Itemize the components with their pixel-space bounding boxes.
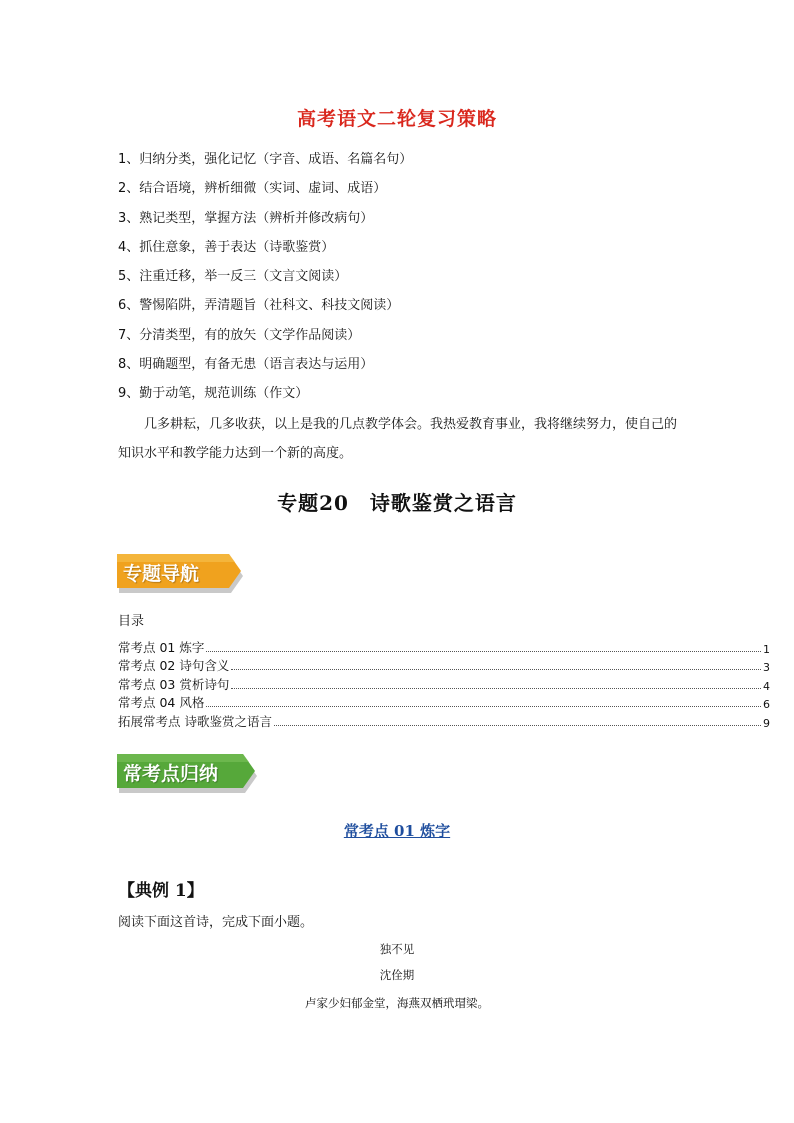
toc-item-page: 9 (763, 716, 770, 730)
instruction-text: 阅读下面这首诗，完成下面小题。 (118, 915, 314, 930)
strategy-item: 9、勤于动笔，规范训练（作文） (118, 386, 309, 402)
toc-item[interactable] (118, 637, 770, 656)
toc-item-page: 4 (763, 679, 770, 693)
toc-item-label: 常考点 01 炼字 (118, 639, 205, 655)
strategy-item: 2、结合语境，辨析细微（实词、虚词、成语） (118, 181, 387, 197)
toc-item[interactable] (118, 693, 770, 712)
toc-heading: 目录 (118, 614, 145, 629)
toc-item[interactable] (118, 656, 770, 675)
poem-line: 卢家少妇郁金堂，海燕双栖玳瑁梁。 (305, 996, 489, 1010)
poem-author: 沈佺期 (379, 968, 415, 982)
strategy-item: 5、注重迁移，举一反三（文言文阅读） (118, 269, 348, 285)
strategy-item: 6、警惕陷阱，弄清题旨（社科文、科技文阅读） (118, 298, 400, 314)
strategy-item: 3、熟记类型，掌握方法（辨析并修改病句） (118, 210, 374, 226)
toc-leader-dots (274, 725, 761, 726)
nav-banner (117, 554, 247, 592)
toc-item[interactable] (118, 711, 770, 730)
toc-item[interactable] (118, 674, 770, 693)
strategy-item: 8、明确题型，有备无患（语言表达与运用） (118, 357, 374, 373)
toc-item-page: 1 (763, 642, 770, 656)
strategy-item: 7、分清类型，有的放矢（文学作品阅读） (118, 327, 361, 343)
strategy-item: 4、抓住意象，善于表达（诗歌鉴赏） (118, 239, 335, 255)
poem-title: 独不见 (379, 942, 415, 956)
strategy-item: 1、归纳分类，强化记忆（字音、成语、名篇名句） (118, 152, 413, 167)
toc-item-label: 常考点 02 诗句含义 (118, 658, 230, 673)
closing-paragraph: 几多耕耘，几多收获，以上是我的几点教学体会。我热爱教育事业，我将继续努力，使自己的知识水平和教学能力达到一个新的高度。 (118, 417, 678, 461)
section-title[interactable]: 常考点 01 炼字 (343, 822, 451, 840)
points-banner (117, 754, 262, 792)
toc-leader-dots (231, 688, 761, 689)
strategy-list (118, 150, 698, 414)
topic-title: 专题20 诗歌鉴赏之语言 (277, 491, 517, 515)
toc-leader-dots (231, 669, 761, 670)
main-title: 高考语文二轮复习策略 (296, 108, 497, 130)
points-banner-label: 常考点归纳 (123, 763, 219, 785)
toc-item-label: 常考点 03 赏析诗句 (118, 676, 230, 692)
toc-item-label: 常考点 04 风格 (118, 695, 205, 710)
toc-item-page: 3 (763, 661, 770, 674)
toc-item-page: 6 (763, 698, 770, 711)
nav-banner-label: 专题导航 (123, 563, 200, 585)
toc-leader-dots (206, 706, 761, 707)
toc-item-label: 拓展常考点 诗歌鉴赏之语言 (118, 713, 272, 729)
table-of-contents (118, 637, 770, 730)
example-label: 【典例 1】 (118, 881, 204, 901)
toc-leader-dots (206, 651, 761, 652)
